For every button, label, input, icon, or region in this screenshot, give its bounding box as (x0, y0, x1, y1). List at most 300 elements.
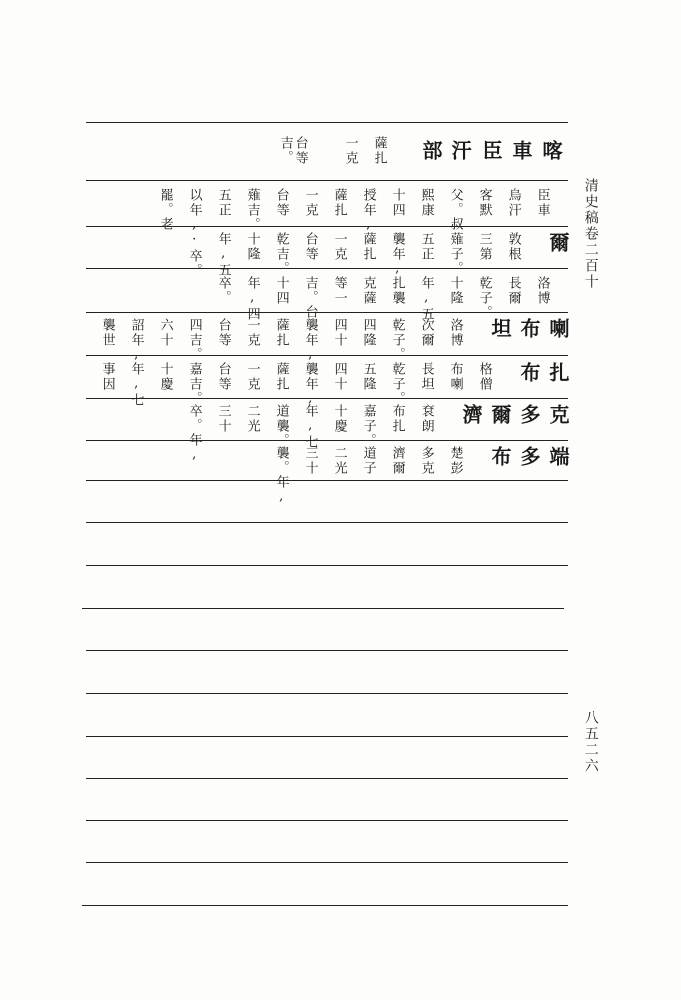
entry-text: 隆 (447, 291, 463, 305)
entry-text: 一 (244, 318, 260, 332)
entry-cell (129, 318, 143, 363)
entry-text: 臣 (534, 188, 550, 202)
entry-text: 老 (157, 217, 173, 231)
entry-text: 扎 (331, 203, 347, 217)
entry-cell (361, 276, 375, 305)
name-cell (518, 446, 539, 470)
entry-cell (448, 276, 462, 305)
entry-text: 薩 (371, 136, 387, 150)
entry-cell (343, 136, 357, 165)
entry-cell (506, 188, 520, 217)
name-cell (489, 318, 510, 342)
entry-text: 卒。 (186, 249, 202, 277)
table-rule (86, 565, 568, 566)
entry-text: 襲。 (273, 446, 289, 474)
entry-cell (372, 136, 386, 165)
entry-cell (274, 362, 288, 391)
entry-text: 布 (517, 318, 541, 342)
name-cell (547, 446, 568, 470)
entry-cell (448, 362, 462, 391)
entry-text: 四 (360, 318, 376, 332)
name-cell (540, 140, 561, 164)
entry-text: 等 (302, 247, 318, 261)
entry-text: 台 (302, 305, 318, 319)
entry-cell (448, 318, 462, 347)
entry-text: 烏 (505, 188, 521, 202)
entry-cell (361, 232, 375, 261)
entry-cell (245, 404, 259, 433)
entry-text: · (186, 232, 202, 248)
entry-text: 扎 (389, 276, 405, 290)
entry-text: 二 (244, 404, 260, 418)
entry-text: 授 (360, 188, 376, 202)
entry-text: 等 (215, 377, 231, 391)
entry-text: 默 (476, 203, 492, 217)
entry-text: 洛 (534, 276, 550, 290)
entry-cell (390, 276, 404, 305)
entry-cell (361, 362, 375, 391)
entry-cell (332, 188, 346, 217)
entry-cell (216, 362, 230, 391)
name-cell (460, 404, 481, 428)
entry-text: 詔 (128, 318, 144, 332)
table-rule (86, 312, 568, 313)
entry-text: 乾 (389, 362, 405, 376)
entry-cell (390, 404, 404, 433)
entry-cell (245, 318, 259, 347)
entry-cell (419, 232, 433, 261)
entry-text: 吉。 (186, 377, 202, 405)
entry-text: 四 (273, 291, 289, 305)
entry-text: 部 (419, 140, 443, 164)
entry-text: 坦 (418, 377, 434, 391)
entry-cell (129, 362, 143, 407)
entry-text: 年, (302, 333, 318, 363)
entry-text: 十 (302, 461, 318, 475)
entry-cell (448, 232, 462, 275)
entry-text: 布 (517, 362, 541, 386)
entry-text: 叔 (447, 217, 463, 231)
entry-text: 薩 (273, 318, 289, 332)
entry-cell (332, 232, 346, 261)
entry-text: 布 (488, 446, 512, 470)
entry-text: 年, (128, 362, 144, 392)
entry-text: 等 (273, 203, 289, 217)
entry-text: 台 (215, 318, 231, 332)
entry-cell (332, 362, 346, 391)
entry-text: 光 (244, 419, 260, 433)
entry-text: 台 (273, 188, 289, 202)
entry-cell (274, 318, 288, 347)
entry-cell (419, 188, 433, 217)
entry-text: 扎 (360, 247, 376, 261)
entry-text: 十 (157, 333, 173, 347)
entry-text: 年, (360, 203, 376, 233)
entry-cell (448, 446, 462, 475)
entry-text: 十 (331, 377, 347, 391)
entry-cell (477, 276, 491, 319)
entry-cell (332, 276, 346, 305)
entry-cell (245, 188, 259, 231)
entry-text: 克 (244, 333, 260, 347)
entry-text: 道 (273, 404, 289, 418)
entry-text: 十 (331, 333, 347, 347)
entry-text: 康 (418, 203, 434, 217)
entry-text: 年, (302, 404, 318, 434)
entry-cell (187, 232, 201, 277)
table-rule (86, 122, 568, 123)
entry-text: 襲。 (273, 419, 289, 447)
table-rule (86, 650, 568, 651)
table-rule (86, 398, 568, 399)
entry-text: 扎 (371, 151, 387, 165)
entry-cell (390, 318, 404, 361)
entry-text: 以 (186, 188, 202, 202)
entry-text: 道 (360, 446, 376, 460)
entry-cell (274, 404, 288, 447)
entry-text: 十 (244, 232, 260, 246)
entry-text: 克 (360, 276, 376, 290)
entry-text: 根 (505, 247, 521, 261)
table-rule (82, 608, 564, 609)
entry-text: 一 (302, 188, 318, 202)
entry-text: 吉。 (186, 333, 202, 361)
entry-text: 四 (389, 203, 405, 217)
entry-text: 扎 (389, 419, 405, 433)
entry-text: 等 (292, 151, 308, 165)
entry-text: 十 (157, 362, 173, 376)
entry-text: 克 (244, 377, 260, 391)
entry-cell (245, 362, 259, 391)
entry-text: 克 (342, 151, 358, 165)
entry-cell (419, 318, 433, 347)
table-rule (86, 778, 568, 779)
entry-cell (390, 232, 404, 277)
entry-cell (274, 188, 288, 217)
entry-cell (100, 318, 114, 347)
table-rule (86, 736, 568, 737)
entry-cell (303, 276, 317, 319)
entry-cell (361, 446, 375, 475)
entry-text: 吉。 (277, 136, 293, 164)
entry-text: 卒。 (215, 276, 231, 304)
entry-text: 年, (418, 276, 434, 306)
entry-cell (245, 276, 259, 321)
entry-cell (278, 136, 292, 164)
name-cell (489, 404, 510, 428)
entry-text: 慶 (331, 419, 347, 433)
entry-cell (506, 232, 520, 261)
entry-cell (274, 232, 288, 275)
entry-cell (361, 318, 375, 347)
entry-text: 十 (215, 419, 231, 433)
entry-text: 爾 (546, 232, 570, 256)
table-rule (86, 480, 568, 481)
entry-text: 子。 (389, 333, 405, 361)
entry-cell (419, 276, 433, 321)
entry-text: 薙 (244, 188, 260, 202)
entry-text: 三 (215, 404, 231, 418)
table-rule (86, 820, 568, 821)
entry-text: 年, (128, 333, 144, 363)
entry-text: 薩 (331, 188, 347, 202)
entry-text: 子。 (389, 377, 405, 405)
table-rule (86, 355, 568, 356)
entry-text: 年, (389, 247, 405, 277)
entry-text: 扎 (273, 377, 289, 391)
entry-text: 扎 (546, 362, 570, 386)
entry-cell (332, 404, 346, 433)
entry-text: 克 (418, 461, 434, 475)
entry-text: 喇 (447, 377, 463, 391)
entry-text: 乾 (476, 276, 492, 290)
entry-text: 臣 (479, 140, 503, 164)
entry-text: 克 (331, 247, 347, 261)
entry-text: 客 (476, 188, 492, 202)
entry-text: 台 (292, 136, 308, 150)
entry-cell (332, 318, 346, 347)
entry-text: 台 (215, 362, 231, 376)
entry-text: 嘉 (186, 362, 202, 376)
entry-text: 襲 (99, 318, 115, 332)
entry-text: 二 (331, 446, 347, 460)
table-rule (86, 180, 568, 181)
table-rule (86, 268, 568, 269)
entry-cell (332, 446, 346, 475)
volume-title: 清史稿卷二百十 (582, 178, 599, 290)
table-rule (86, 440, 568, 441)
entry-text: 爾 (505, 291, 521, 305)
entry-cell (303, 404, 317, 449)
entry-text: 年, (244, 276, 260, 306)
entry-text: 汗 (505, 203, 521, 217)
entry-text: 台 (302, 232, 318, 246)
entry-text: 克 (546, 404, 570, 428)
name-cell (449, 140, 470, 164)
entry-cell (506, 276, 520, 305)
entry-text: 事 (99, 362, 115, 376)
entry-cell (419, 362, 433, 391)
entry-text: 吉。 (302, 276, 318, 304)
entry-cell (216, 404, 230, 433)
entry-text: 隆 (360, 333, 376, 347)
entry-text: 慶 (157, 377, 173, 391)
entry-text: 襲 (302, 318, 318, 332)
entry-text: 年, (186, 203, 202, 233)
entry-cell (187, 362, 201, 405)
entry-text: 隆 (244, 247, 260, 261)
entry-text: 十 (273, 276, 289, 290)
entry-text: 袞 (418, 404, 434, 418)
entry-text: 子 (360, 461, 376, 475)
entry-text: 襲 (389, 291, 405, 305)
entry-cell (274, 446, 288, 505)
entry-text: 父。 (447, 188, 463, 216)
entry-text: 洛 (447, 318, 463, 332)
entry-cell (390, 446, 404, 475)
entry-text: 喇 (546, 318, 570, 342)
entry-text: 罷。 (157, 188, 173, 216)
entry-text: 一 (331, 291, 347, 305)
entry-text: 長 (418, 362, 434, 376)
name-cell (518, 362, 539, 386)
entry-cell (303, 188, 317, 217)
entry-text: 端 (546, 446, 570, 470)
entry-cell (477, 232, 491, 261)
entry-text: 五 (215, 188, 231, 202)
entry-text: 次 (418, 318, 434, 332)
entry-cell (100, 362, 114, 391)
entry-cell (419, 404, 433, 433)
name-cell (480, 140, 501, 164)
name-cell (489, 446, 510, 470)
entry-cell (303, 362, 317, 407)
entry-text: 十 (331, 404, 347, 418)
entry-text: 襲 (302, 362, 318, 376)
name-cell (518, 318, 539, 342)
entry-cell (187, 404, 201, 463)
entry-text: 格 (476, 362, 492, 376)
entry-text: 一 (331, 232, 347, 246)
entry-text: 年, (273, 475, 289, 505)
entry-text: 襲 (389, 232, 405, 246)
entry-text: 布 (447, 362, 463, 376)
entry-text: 六 (157, 318, 173, 332)
entry-text: 爾 (389, 461, 405, 475)
entry-text: 年, (302, 377, 318, 407)
entry-cell (303, 232, 317, 261)
name-cell (420, 140, 441, 164)
entry-cell (158, 362, 172, 391)
entry-cell (158, 318, 172, 347)
table-rule (86, 862, 568, 863)
entry-text: 四 (331, 318, 347, 332)
entry-text: 正 (418, 247, 434, 261)
entry-cell (361, 404, 375, 447)
entry-text: 子。 (476, 291, 492, 319)
entry-text: 車 (534, 203, 550, 217)
entry-text: 克 (302, 203, 318, 217)
entry-text: 三 (476, 232, 492, 246)
entry-cell (448, 188, 462, 231)
entry-text: 嘉 (360, 404, 376, 418)
entry-cell (216, 318, 230, 347)
entry-text: 三 (302, 446, 318, 460)
page-number: 八五二六 (582, 710, 599, 774)
entry-text: 爾 (488, 404, 512, 428)
entry-text: 子。 (360, 419, 376, 447)
entry-text: 朗 (418, 419, 434, 433)
entry-cell (245, 232, 259, 261)
entry-text: 乾 (273, 232, 289, 246)
table-rule (86, 522, 568, 523)
entry-text: 多 (517, 446, 541, 470)
entry-text: 濟 (389, 446, 405, 460)
entry-text: 第 (476, 247, 492, 261)
entry-cell (303, 446, 317, 475)
entry-text: 等 (331, 276, 347, 290)
entry-text: 敦 (505, 232, 521, 246)
entry-text: 喀 (539, 140, 563, 164)
table-rule (82, 905, 568, 906)
entry-cell (187, 188, 201, 233)
entry-text: 坦 (488, 318, 512, 342)
entry-text: 年, (215, 232, 231, 262)
entry-text: 一 (244, 362, 260, 376)
entry-text: 僧 (476, 377, 492, 391)
entry-text: 楚 (447, 446, 463, 460)
name-cell (547, 318, 568, 342)
table-rule (86, 693, 568, 694)
entry-cell (216, 276, 230, 304)
entry-cell (274, 276, 288, 305)
entry-text: 卒。 (186, 404, 202, 432)
entry-text: 年, (186, 433, 202, 463)
entry-text: 世 (99, 333, 115, 347)
entry-text: 五 (215, 263, 231, 277)
name-cell (547, 404, 568, 428)
name-cell (518, 404, 539, 428)
entry-text: 正 (215, 203, 231, 217)
entry-text: 吉。 (273, 247, 289, 275)
entry-text: 五 (418, 232, 434, 246)
entry-cell (303, 318, 317, 363)
entry-text: 多 (517, 404, 541, 428)
entry-text: 四 (186, 318, 202, 332)
entry-text: 薩 (360, 232, 376, 246)
entry-text: 五 (360, 362, 376, 376)
entry-text: 布 (389, 404, 405, 418)
entry-cell (390, 362, 404, 405)
entry-text: 多 (418, 446, 434, 460)
entry-text: 七 (128, 393, 144, 407)
entry-cell (535, 276, 549, 305)
entry-text: 一 (342, 136, 358, 150)
entry-text: 濟 (459, 404, 483, 428)
entry-text: 七 (302, 435, 318, 449)
entry-cell (477, 362, 491, 391)
entry-text: 薩 (273, 362, 289, 376)
entry-text: 五 (418, 307, 434, 321)
entry-text: 薙 (447, 232, 463, 246)
entry-text: 薩 (360, 291, 376, 305)
entry-text: 爾 (418, 333, 434, 347)
name-cell (510, 140, 531, 164)
entry-cell (216, 232, 230, 277)
name-cell (547, 362, 568, 386)
entry-text: 博 (534, 291, 550, 305)
entry-text: 熙 (418, 188, 434, 202)
entry-text: 汗 (448, 140, 472, 164)
entry-text: 扎 (273, 333, 289, 347)
entry-cell (293, 136, 307, 165)
entry-text: 博 (447, 333, 463, 347)
entry-text: 十 (389, 188, 405, 202)
entry-cell (390, 188, 404, 217)
entry-text: 乾 (389, 318, 405, 332)
entry-text: 隆 (360, 377, 376, 391)
entry-text: 四 (331, 362, 347, 376)
entry-text: 長 (505, 276, 521, 290)
entry-text: 彭 (447, 461, 463, 475)
entry-text: 因 (99, 377, 115, 391)
entry-cell (419, 446, 433, 475)
entry-cell (361, 188, 375, 233)
entry-text: 吉。 (244, 203, 260, 231)
entry-cell (216, 188, 230, 217)
entry-text: 等 (215, 333, 231, 347)
entry-text: 四 (244, 307, 260, 321)
